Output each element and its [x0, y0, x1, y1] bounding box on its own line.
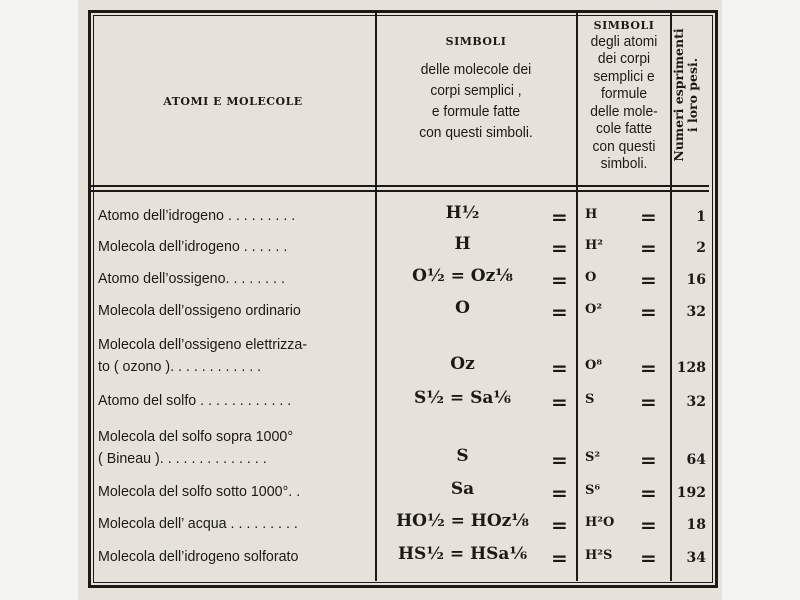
equals-sign: = [551, 205, 568, 229]
molecule-symbol: H [454, 234, 471, 254]
substance-name [98, 546, 298, 568]
header-line: i loro pesi. [685, 57, 701, 133]
equals-sign: = [551, 513, 568, 537]
weight-value: 34 [686, 550, 706, 566]
name-line: Molecola del solfo sopra 1000° [98, 428, 294, 445]
name-line: ( Bineau ). . . . . . . . . . . . . . [98, 450, 267, 467]
weight-value: 1 [696, 209, 706, 225]
weight-value: 64 [686, 452, 706, 468]
header-title: SIMBOLI [593, 19, 655, 32]
header-line: delle mole- [590, 102, 658, 120]
equals-sign: = [551, 481, 568, 505]
name-line: Molecola dell’ossigeno elettrizza- [98, 336, 308, 353]
name-line: Atomo dell’ossigeno. . . . . . . . [98, 270, 285, 287]
header-line: con questi [592, 137, 656, 155]
molecule-symbol: Oz [450, 354, 475, 374]
molecule-symbol: S [456, 446, 469, 466]
header-line: degli atomi [590, 32, 658, 50]
header-line: e formule fatte [431, 102, 521, 120]
weight-value: 192 [676, 485, 706, 501]
atom-formula: H²O [585, 515, 615, 530]
atom-formula: H² [585, 238, 603, 253]
header-atom-symbols [578, 20, 670, 173]
atom-formula: O [585, 270, 597, 285]
molecule-symbol: S½ = Sa⅙ [414, 388, 511, 408]
weight-value: 18 [686, 517, 706, 533]
equals-sign: = [551, 268, 568, 292]
name-line: Atomo dell’idrogeno . . . . . . . . . [98, 207, 296, 224]
molecule-symbol: HS½ = HSa⅙ [397, 544, 528, 564]
weight-value: 128 [676, 360, 706, 376]
substance-name [98, 426, 293, 470]
molecule-symbol: H½ [445, 203, 480, 223]
header-line: dei corpi [597, 50, 651, 68]
atom-formula: H [585, 207, 598, 222]
equals-sign: = [551, 546, 568, 570]
header-line: Numeri esprimenti [671, 28, 686, 162]
header-line: con questi simboli. [419, 123, 533, 141]
equals-sign: = [640, 390, 657, 414]
header-atoms-molecules: ATOMI E MOLECOLE [163, 95, 303, 108]
name-line: Atomo del solfo . . . . . . . . . . . . [98, 392, 292, 409]
atom-formula: S [585, 392, 595, 407]
substance-name [98, 481, 300, 503]
substance-name [98, 236, 287, 258]
equals-sign: = [551, 300, 568, 324]
header-line: simboli. [600, 155, 648, 173]
atom-formula: S² [585, 450, 601, 465]
equals-sign: = [551, 390, 568, 414]
molecule-symbol: HO½ = HOz⅛ [396, 511, 529, 531]
header-line: delle molecole dei [420, 60, 532, 78]
header-text [385, 59, 567, 143]
molecule-symbol: O½ = Oz⅛ [412, 266, 513, 286]
equals-sign: = [640, 268, 657, 292]
weight-value: 16 [686, 272, 706, 288]
header-rule [91, 190, 709, 192]
atom-formula: O² [585, 302, 603, 317]
name-line: to ( ozono ). . . . . . . . . . . . [98, 358, 262, 375]
header-weights [672, 10, 701, 180]
substance-name [98, 205, 295, 227]
header-title: SIMBOLI [445, 35, 507, 48]
header-line: cole fatte [595, 120, 653, 138]
equals-sign: = [551, 448, 568, 472]
name-line: Molecola del solfo sotto 1000°. . [98, 483, 301, 500]
name-line: Molecola dell’idrogeno solforato [98, 548, 299, 565]
equals-sign: = [640, 513, 657, 537]
name-line: Molecola dell’idrogeno . . . . . . [98, 238, 288, 255]
weight-value: 2 [696, 240, 706, 256]
equals-sign: = [640, 205, 657, 229]
atom-formula: O⁸ [585, 358, 603, 373]
equals-sign: = [640, 300, 657, 324]
atom-formula: H²S [585, 548, 613, 563]
header-line: semplici e [593, 67, 655, 85]
header-line: corpi semplici , [430, 81, 522, 99]
name-line: Molecola dell’ acqua . . . . . . . . . [98, 515, 298, 532]
equals-sign: = [640, 356, 657, 380]
substance-name [98, 300, 301, 322]
weight-value: 32 [686, 304, 706, 320]
substance-name [98, 334, 307, 378]
header-line: formule [600, 85, 648, 103]
name-line: Molecola dell’ossigeno ordinario [98, 302, 301, 319]
weight-value: 32 [686, 394, 706, 410]
substance-name [98, 513, 298, 535]
substance-name [98, 268, 285, 290]
header-rule [91, 185, 709, 187]
header-molecule-symbols [377, 36, 575, 143]
equals-sign: = [640, 448, 657, 472]
equals-sign: = [640, 236, 657, 260]
equals-sign: = [640, 546, 657, 570]
atom-formula: S⁶ [585, 483, 601, 498]
equals-sign: = [551, 236, 568, 260]
header-text [582, 33, 667, 173]
molecule-symbol: O [455, 298, 470, 318]
substance-name [98, 390, 291, 412]
equals-sign: = [551, 356, 568, 380]
molecule-symbol: Sa [450, 479, 475, 499]
equals-sign: = [640, 481, 657, 505]
